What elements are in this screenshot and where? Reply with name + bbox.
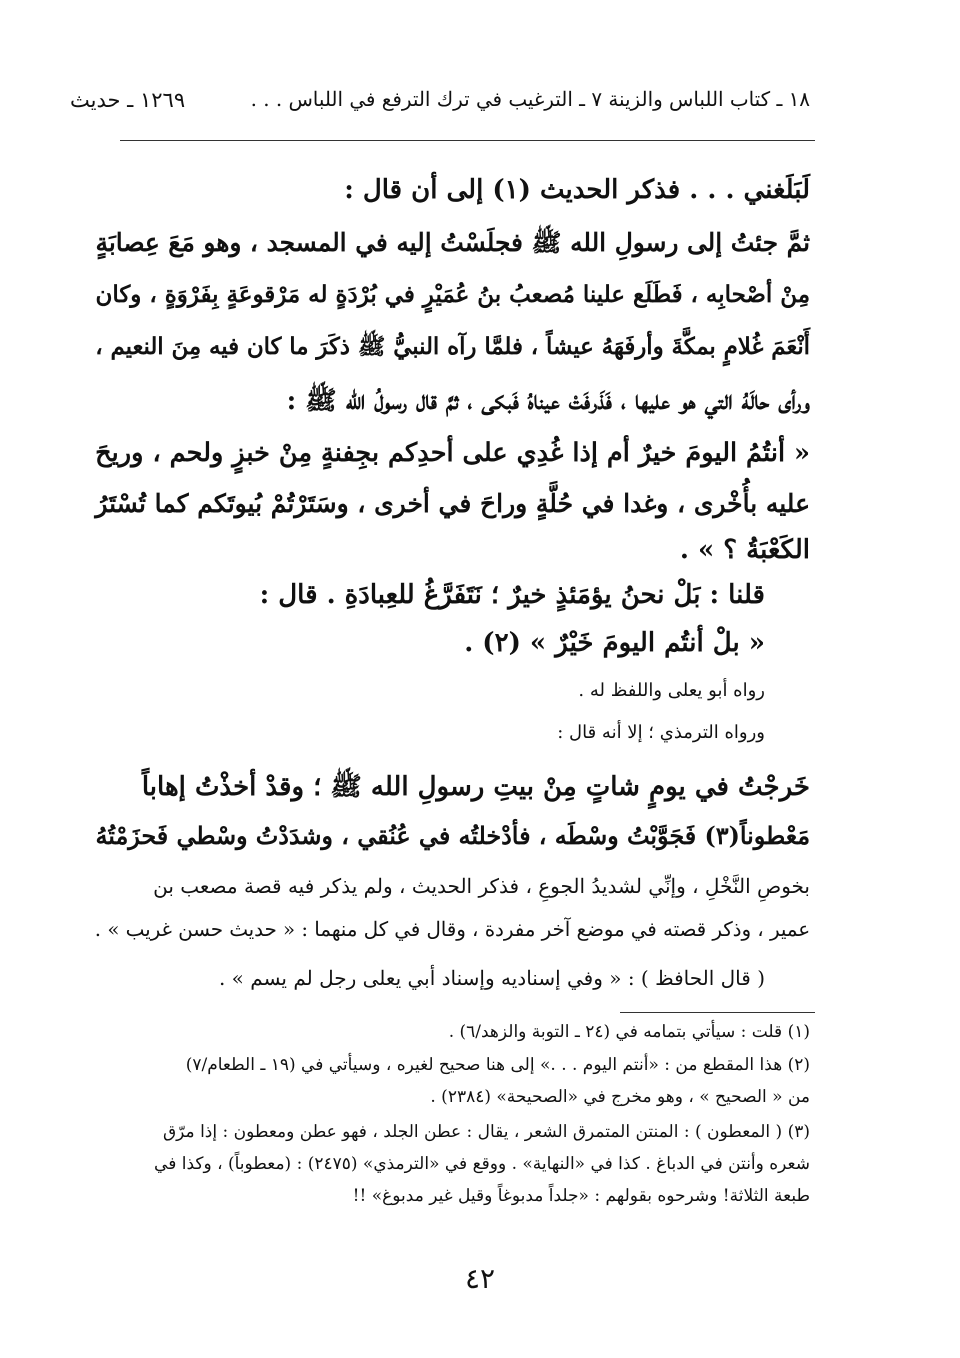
footnote-line: (١) قلت : سيأتي بتمامه في (٢٤ ـ التوبة والزهد/٦) . xyxy=(448,1022,810,1042)
header-divider xyxy=(120,140,815,141)
hafiz-note: ( قال الحافظ ) : « وفي إسناديه وإسناد أبي يعلى رجل لم يسم » . xyxy=(218,966,765,990)
footnote-line: طبعة الثلاثة! وشرحوه بقولهم : «جلداً مدبوغاً وقيل غير مدبوغ» !! xyxy=(352,1186,810,1206)
header-chapter-title: ١٨ ـ كتاب اللباس والزينة ٧ ـ الترغيب في ترك الترفع في اللباس . . . xyxy=(250,88,810,111)
text-line: ورأى حالَهُ التي هو عليها ، فَذَرفَتْ عيناهُ فَبكى ، ثمَّ قال رسولُ الله ﷺ : xyxy=(286,386,810,416)
text-line: بخوصِ النَّخْلِ ، وإنِّي لشديدُ الجوعِ ، فذكر الحديث ، ولم يذكر فيه قصة مصعب بن xyxy=(153,874,810,898)
text-line: لَبَلَغني . . . فذكر الحديث (١) إلى أن قال : xyxy=(344,175,810,205)
text-line: خَرجْتُ في يومٍ شاتٍ مِنْ بيتِ رسولِ الله ﷺ ؛ وقدْ أخذْتُ إهاباً xyxy=(141,772,810,802)
running-header xyxy=(70,88,810,128)
footnote-line: شعره وأنتن في الدباغ . كذا في «النهاية» . ووقع في «الترمذي» (٢٤٧٥) : (معطوباً) ، وكذا في xyxy=(154,1154,810,1174)
text-line: مِنْ أصْحابِه ، فَطَلَع علينا مُصعبُ بنُ عُمَيْرٍ في بُرْدَةٍ له مَرْقوعَةٍ بِفَرْوَةٍ ، وكان xyxy=(95,281,810,308)
text-line: « أنتُمُ اليومَ خيرٌ أم إذا غُدِي على أحدِكم بجِفنةٍ مِنْ خبزٍ ولحم ، وريحَ xyxy=(95,438,810,468)
text-line: قلنا : بَلْ نحنُ يؤمَئذٍ خيرٌ ؛ نَتَفَرَّغُ للعِبادَةِ . قال : xyxy=(259,580,765,610)
footnote-line: من « الصحيح » ، وهو مخرج في «الصحيحة» (٢٣٨٤) . xyxy=(430,1087,810,1107)
attribution-line: ورواه الترمذي ؛ إلا أنه قال : xyxy=(557,722,765,743)
text-line: مَعْطوناً(٣) فَجَوَّبْتُ وسْطَه ، فأدْخلتُه في عُنُقي ، وشدَدْتُ وسْطي فَحزَمْتُهُ xyxy=(95,822,810,850)
text-line: عمير ، وذكر قصته في موضع آخر مفردة ، وقال في كل منهما : « حديث حسن غريب » . xyxy=(94,918,810,941)
attribution-line: رواه أبو يعلى واللفظ له . xyxy=(578,680,765,701)
page-number: ٤٢ xyxy=(464,1262,496,1295)
header-hadith-number: ١٢٦٩ ـ حديث xyxy=(70,88,186,112)
text-line: أَنْعَمَ غُلامٍ بمكَّةَ وأرفَهَهُ عيشاً ، فلمَّا رآه النبيُّ ﷺ ذكَرَ ما كان فيه مِنَ النعيم ، xyxy=(95,334,810,360)
footnote-line: (٢) هذا المقطع من : «أنتم اليوم . . .» إلى هنا صحيح لغيره ، وسيأتي في (١٩ ـ الطعام/٧) xyxy=(185,1055,810,1075)
text-line: ثمَّ جئتُ إلى رسولِ الله ﷺ فجلَسْتُ إليه في المسجد ، وهو مَعَ عِصابَةٍ xyxy=(95,228,810,257)
text-line: عليه بأُخْرى ، وغدا في حُلَّةٍ وراحَ في أخرى ، وسَتَرْتُمْ بُيوتَكم كما تُسْتَرُ xyxy=(95,489,810,518)
footnote-divider xyxy=(620,1012,815,1013)
text-line: « بلْ أنتُم اليومَ خَيْرٌ » (٢) . xyxy=(464,628,765,658)
text-line: الكَعْبَةُ ؟ » . xyxy=(679,535,810,565)
footnote-line: (٣) ( المعطون ) : المنتن المتمرق الشعر ، يقال : عطن الجلد ، فهو عطن ومعطون : إذا مرّق xyxy=(162,1122,810,1142)
